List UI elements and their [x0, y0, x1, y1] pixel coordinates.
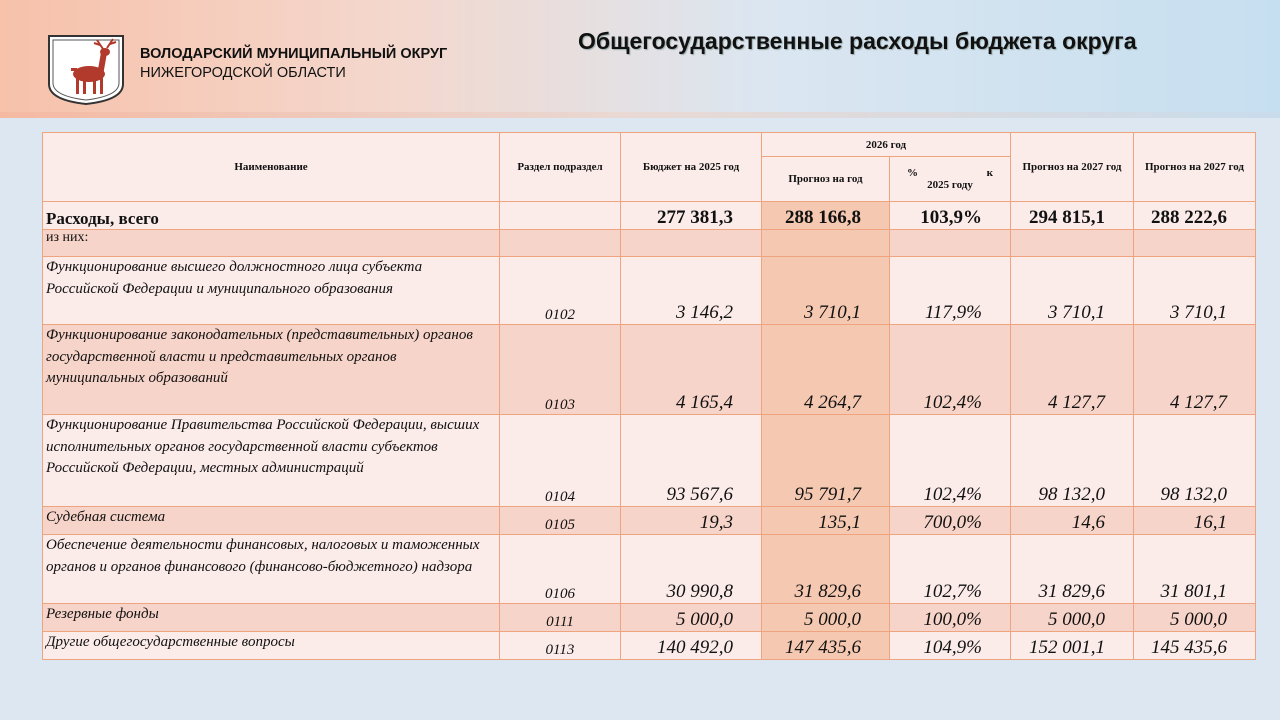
table-row-total [43, 202, 1256, 230]
row-budget-2025: 140 492,0 [621, 632, 762, 660]
header-pct [890, 157, 1011, 202]
row-name: Судебная система [43, 507, 500, 535]
total-budget-2025: 277 381,3 [621, 202, 762, 230]
total-forecast-2027b: 288 222,6 [1134, 202, 1256, 230]
table-row [43, 415, 1256, 507]
row-name: Другие общегосударственные вопросы [43, 632, 500, 660]
row-forecast-2026: 4 264,7 [762, 325, 890, 415]
row-code: 0111 [500, 604, 621, 632]
row-forecast-2027b: 98 132,0 [1134, 415, 1256, 507]
row-forecast-2027: 152 001,1 [1011, 632, 1134, 660]
row-forecast-2027: 98 132,0 [1011, 415, 1134, 507]
total-code [500, 202, 621, 230]
budget-table [42, 132, 1256, 660]
row-pct: 102,7% [890, 535, 1011, 604]
row-budget-2025: 19,3 [621, 507, 762, 535]
org-line-1: ВОЛОДАРСКИЙ МУНИЦИПАЛЬНЫЙ ОКРУГ [140, 46, 448, 62]
table-row [43, 325, 1256, 415]
header-forecast-2027b: Прогноз на 2027 год [1134, 133, 1256, 202]
row-pct: 104,9% [890, 632, 1011, 660]
row-forecast-2027: 14,6 [1011, 507, 1134, 535]
row-name: Функционирование законодательных (представительных) органов государственной власти и представительных органов муниципальных образований [43, 325, 500, 415]
total-forecast-2027: 294 815,1 [1011, 202, 1134, 230]
row-name: Функционирование высшего должностного лица субъекта Российской Федерации и муниципального образования [43, 257, 500, 325]
row-forecast-2027b: 4 127,7 [1134, 325, 1256, 415]
row-forecast-2026: 3 710,1 [762, 257, 890, 325]
header-name: Наименование [43, 133, 500, 202]
row-forecast-2026: 95 791,7 [762, 415, 890, 507]
row-forecast-2027b: 5 000,0 [1134, 604, 1256, 632]
row-code: 0113 [500, 632, 621, 660]
header-pct-symbol: % [907, 167, 918, 179]
table-row [43, 604, 1256, 632]
row-code: 0105 [500, 507, 621, 535]
organization-name [140, 45, 447, 83]
row-forecast-2026: 147 435,6 [762, 632, 890, 660]
row-forecast-2027: 5 000,0 [1011, 604, 1134, 632]
row-forecast-2026: 31 829,6 [762, 535, 890, 604]
row-budget-2025: 5 000,0 [621, 604, 762, 632]
row-forecast-2027b: 16,1 [1134, 507, 1256, 535]
row-pct: 102,4% [890, 325, 1011, 415]
row-name: Обеспечение деятельности финансовых, налоговых и таможенных органов и органов финансового (финансово-бюджетного) надзора [43, 535, 500, 604]
header-forecast-2027: Прогноз на 2027 год [1011, 133, 1134, 202]
header-year-2026: 2026 год [762, 133, 1011, 157]
row-name: Функционирование Правительства Российской Федерации, высших исполнительных органов государственной власти субъектов Российской Федерации, местных администраций [43, 415, 500, 507]
row-budget-2025: 30 990,8 [621, 535, 762, 604]
row-forecast-2027: 4 127,7 [1011, 325, 1134, 415]
row-forecast-2027b: 145 435,6 [1134, 632, 1256, 660]
org-line-2: НИЖЕГОРОДСКОЙ ОБЛАСТИ [140, 65, 346, 81]
header-pct-year: 2025 году [927, 179, 973, 191]
row-pct: 117,9% [890, 257, 1011, 325]
row-forecast-2026: 5 000,0 [762, 604, 890, 632]
row-forecast-2027: 31 829,6 [1011, 535, 1134, 604]
sub-label: из них: [43, 230, 500, 257]
total-pct: 103,9% [890, 202, 1011, 230]
row-forecast-2026: 135,1 [762, 507, 890, 535]
row-code: 0104 [500, 415, 621, 507]
header-divider [0, 112, 1280, 118]
page-title: Общегосударственные расходы бюджета округа [578, 28, 1137, 54]
row-pct: 700,0% [890, 507, 1011, 535]
row-code: 0102 [500, 257, 621, 325]
row-budget-2025: 4 165,4 [621, 325, 762, 415]
row-name: Резервные фонды [43, 604, 500, 632]
row-pct: 102,4% [890, 415, 1011, 507]
row-forecast-2027: 3 710,1 [1011, 257, 1134, 325]
header-budget-2025: Бюджет на 2025 год [621, 133, 762, 202]
table-row [43, 507, 1256, 535]
row-budget-2025: 3 146,2 [621, 257, 762, 325]
header-pct-k: к [986, 167, 993, 179]
total-forecast-2026: 288 166,8 [762, 202, 890, 230]
header-forecast-2026: Прогноз на год [762, 157, 890, 202]
row-forecast-2027b: 31 801,1 [1134, 535, 1256, 604]
header-section: Раздел подраздел [500, 133, 621, 202]
total-name: Расходы, всего [43, 202, 500, 230]
row-code: 0106 [500, 535, 621, 604]
table-row [43, 632, 1256, 660]
row-forecast-2027b: 3 710,1 [1134, 257, 1256, 325]
row-pct: 100,0% [890, 604, 1011, 632]
budget-table-container [42, 132, 1255, 660]
row-code: 0103 [500, 325, 621, 415]
table-row [43, 535, 1256, 604]
table-row [43, 257, 1256, 325]
row-budget-2025: 93 567,6 [621, 415, 762, 507]
deer-emblem-icon [47, 34, 125, 106]
table-row-sub [43, 230, 1256, 257]
